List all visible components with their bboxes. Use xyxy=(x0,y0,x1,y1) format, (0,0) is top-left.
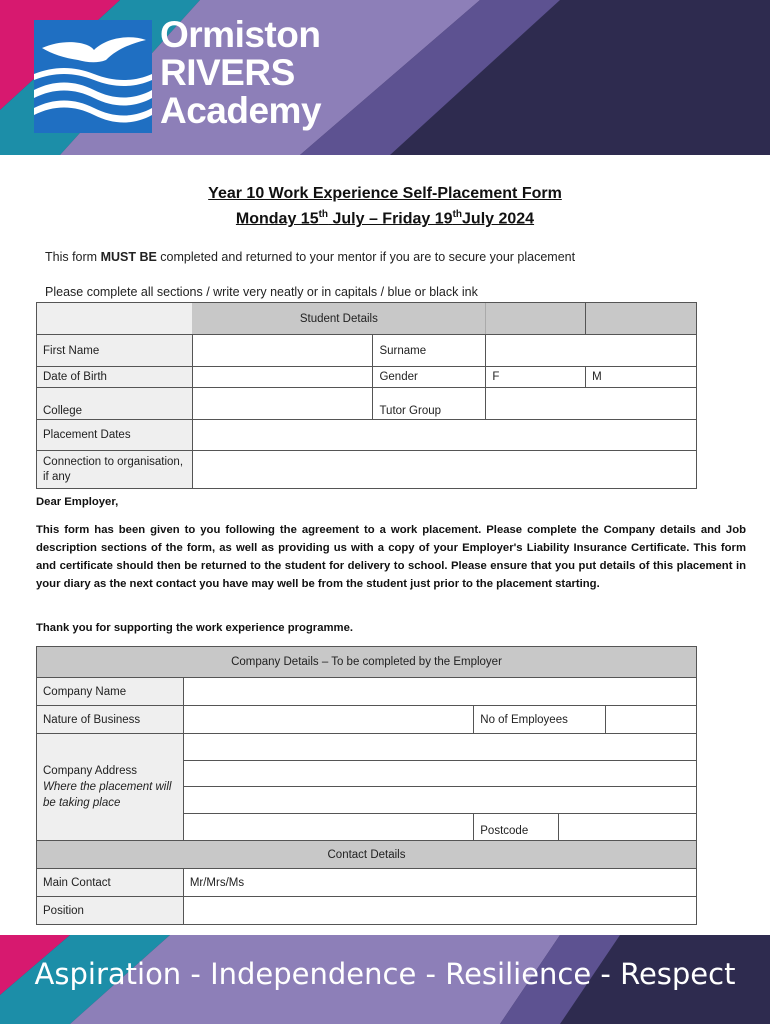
company-address-label xyxy=(37,734,184,841)
connection-field[interactable] xyxy=(192,451,696,489)
intro-line-2: Please complete all sections / write very neatly or in capitals / blue or black ink xyxy=(45,285,478,299)
logo-line-2: RIVERS xyxy=(160,52,295,93)
postcode-label: Postcode xyxy=(474,814,559,841)
intro-must-be: MUST BE xyxy=(100,250,157,264)
employer-instructions: This form has been given to you following the agreement to a work placement. Please complete the Company details and Job description sections of the form, as well as providing us with a copy of your Employer's Liability Insurance Certificate. This form and certificate should then be returned to the student for delivery to school. Please ensure that you put details of this placement in your diary as the next contact you have may well be from the student just prior to the placement starting. xyxy=(36,524,746,590)
logo-line-3: Academy xyxy=(160,90,322,131)
contact-details-header: Contact Details xyxy=(37,841,697,869)
first-name-label: First Name xyxy=(37,335,193,367)
dates-sup-1: th xyxy=(318,209,329,220)
gender-f-option[interactable]: F xyxy=(486,367,586,388)
nature-of-business-label: Nature of Business xyxy=(37,706,184,734)
company-address-note: Where the placement will be taking place xyxy=(43,781,172,809)
logo-wordmark xyxy=(160,16,321,130)
dates-part-a: Monday 15 xyxy=(235,210,319,228)
dates-part-c: July 2024 xyxy=(462,210,535,228)
student-blank-2 xyxy=(486,303,586,335)
company-details-table xyxy=(36,646,697,925)
surname-label: Surname xyxy=(373,335,486,367)
address-line-3-field[interactable] xyxy=(183,787,696,814)
employer-thanks: Thank you for supporting the work experience programme. xyxy=(36,622,353,634)
no-of-employees-field[interactable] xyxy=(606,706,697,734)
student-details-header: Student Details xyxy=(192,303,486,335)
connection-label: Connection to organisation, if any xyxy=(37,451,193,489)
tutor-group-label: Tutor Group xyxy=(373,388,486,420)
company-details-header: Company Details – To be completed by the Employer xyxy=(37,647,697,678)
footer-banner xyxy=(0,935,770,1024)
employer-greeting: Dear Employer, xyxy=(36,496,119,508)
placement-dates-field[interactable] xyxy=(192,420,696,451)
no-of-employees-label: No of Employees xyxy=(474,706,606,734)
tutor-group-field[interactable] xyxy=(486,388,697,420)
postcode-field[interactable] xyxy=(559,814,697,841)
form-dates xyxy=(0,209,770,228)
logo-emblem xyxy=(34,20,152,133)
main-contact-field[interactable]: Mr/Mrs/Ms xyxy=(183,869,696,897)
logo-line-1: Ormiston xyxy=(160,14,321,55)
dates-part-b: July – Friday 19 xyxy=(328,210,453,228)
college-field[interactable] xyxy=(192,388,373,420)
address-line-4-field[interactable] xyxy=(183,814,473,841)
gender-m-option[interactable]: M xyxy=(586,367,697,388)
position-field[interactable] xyxy=(183,897,696,925)
gender-label: Gender xyxy=(373,367,486,388)
position-label: Position xyxy=(37,897,184,925)
school-motto: Aspiration - Independence - Resilience - Respect xyxy=(34,957,736,991)
form-title: Year 10 Work Experience Self-Placement Form xyxy=(208,185,562,202)
intro-line-1 xyxy=(45,250,575,264)
address-line-2-field[interactable] xyxy=(183,761,696,787)
dob-field[interactable] xyxy=(192,367,373,388)
intro-text-a: This form xyxy=(45,250,101,264)
first-name-field[interactable] xyxy=(192,335,373,367)
college-label: College xyxy=(37,388,193,420)
company-address-title: Company Address xyxy=(43,765,137,777)
student-blank-1 xyxy=(37,303,193,335)
student-details-table xyxy=(36,302,697,489)
bird-icon xyxy=(34,20,152,133)
placement-dates-label: Placement Dates xyxy=(37,420,193,451)
main-contact-label: Main Contact xyxy=(37,869,184,897)
dob-label: Date of Birth xyxy=(37,367,193,388)
surname-field[interactable] xyxy=(486,335,697,367)
intro-text-b: completed and returned to your mentor if you are to secure your placement xyxy=(156,250,576,264)
company-name-label: Company Name xyxy=(37,678,184,706)
company-name-field[interactable] xyxy=(183,678,696,706)
address-line-1-field[interactable] xyxy=(183,734,696,761)
student-blank-3 xyxy=(586,303,697,335)
dates-sup-2: th xyxy=(452,209,463,220)
nature-of-business-field[interactable] xyxy=(183,706,473,734)
header-banner xyxy=(0,0,770,155)
